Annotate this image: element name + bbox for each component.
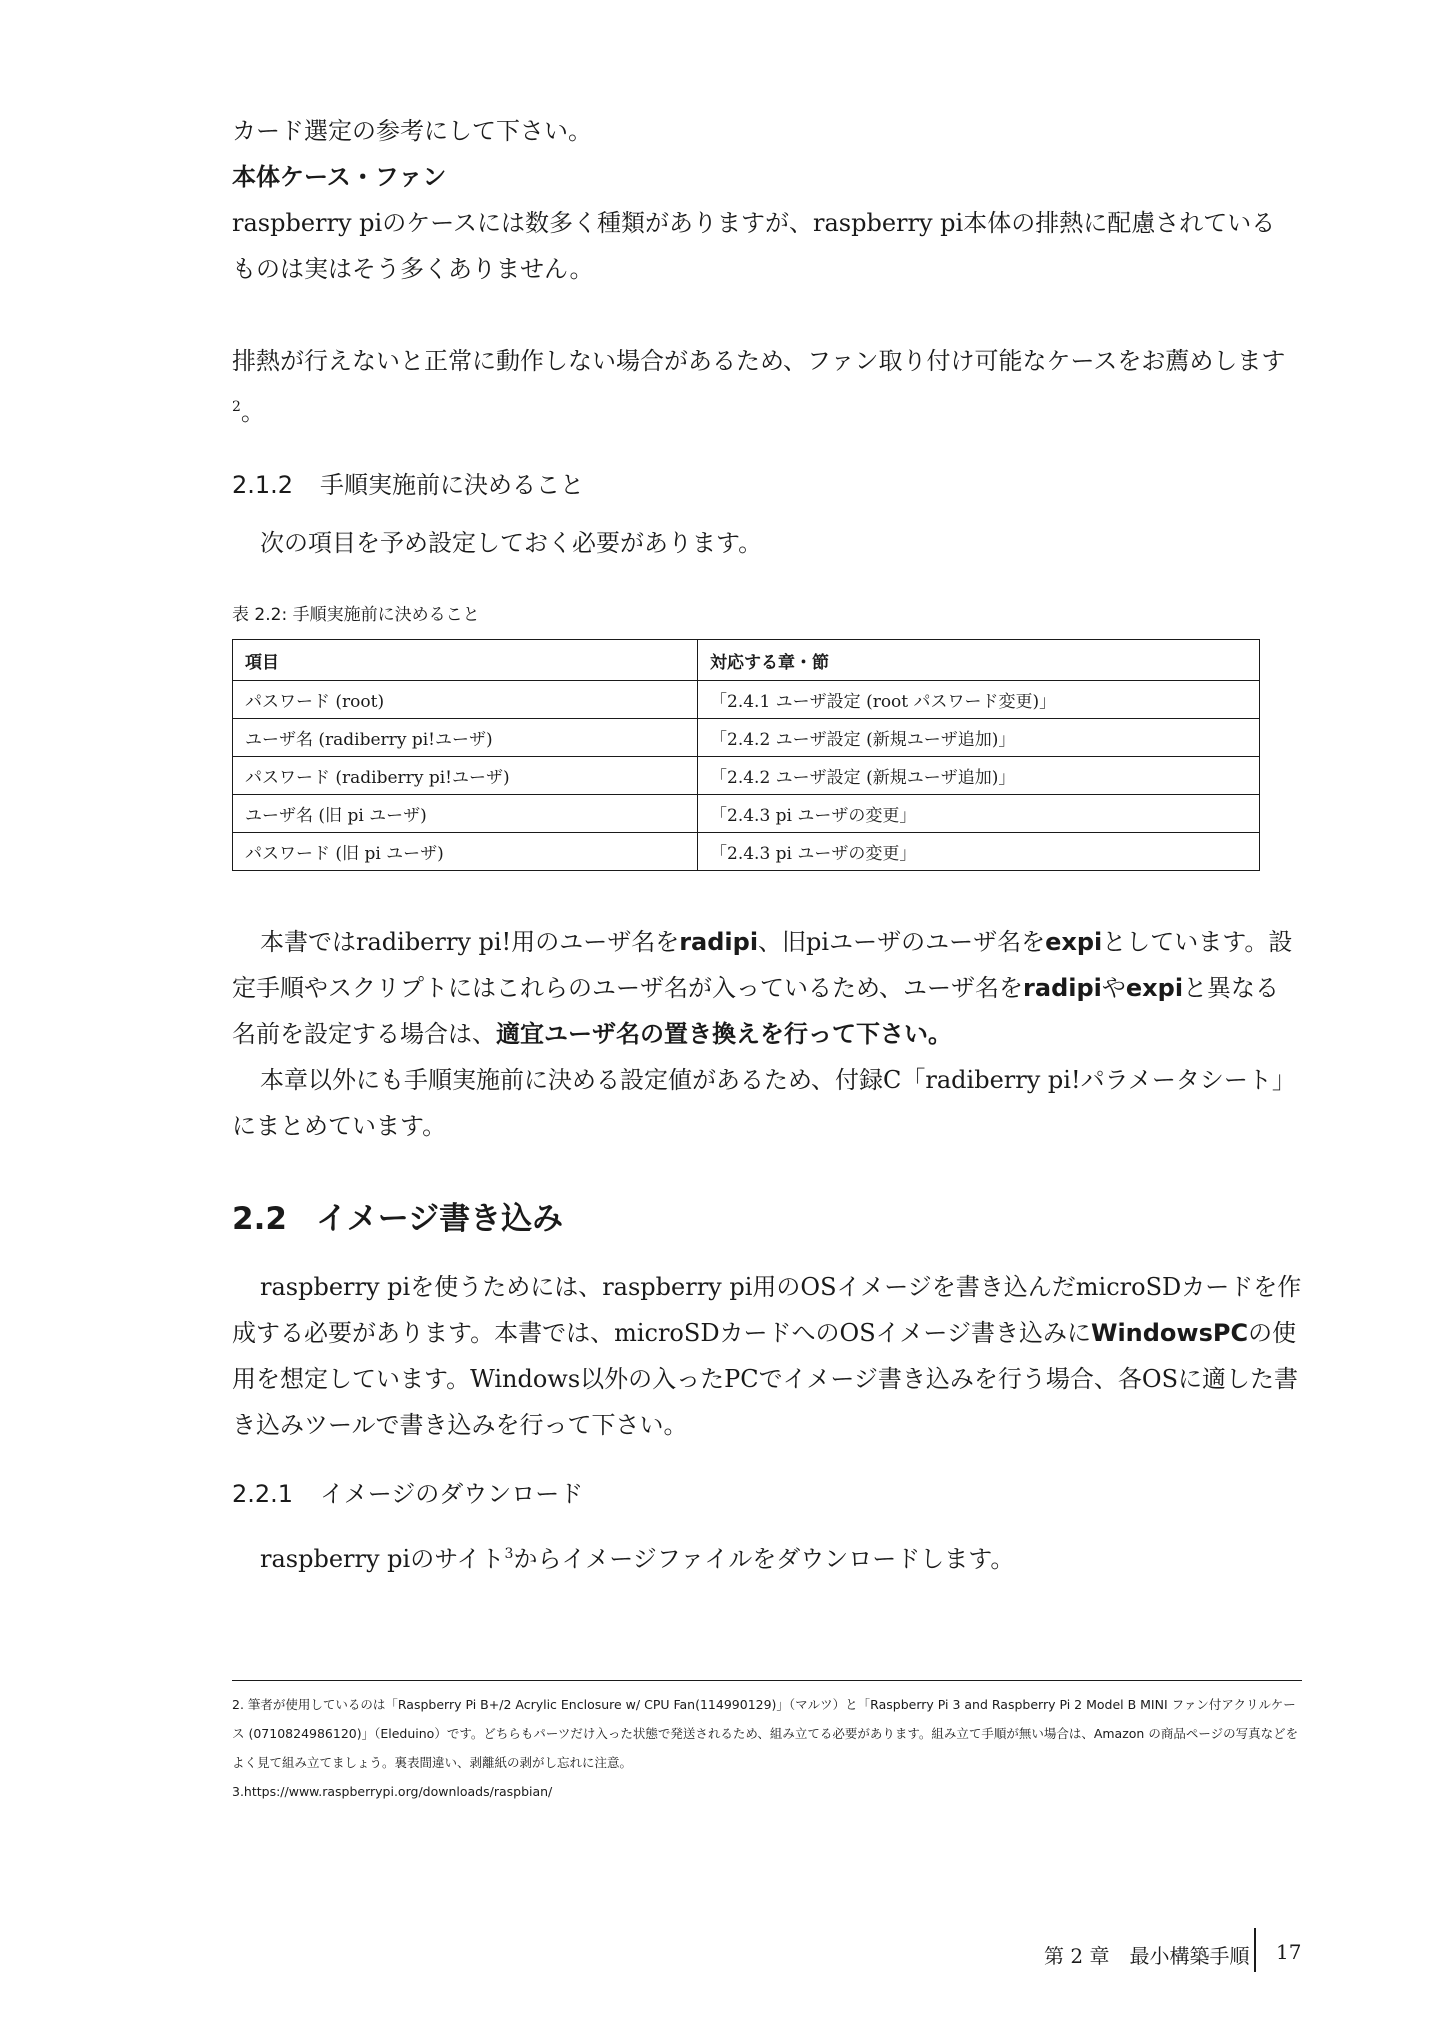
table-cell: ユーザ名 (radiberry pi!ユーザ) <box>233 719 698 757</box>
table-row <box>233 833 1260 871</box>
section-2-2-1-body <box>232 1531 1302 1582</box>
table-cell: 「2.4.2 ユーザ設定 (新規ユーザ追加)」 <box>698 719 1260 757</box>
table-caption: 表 2.2: 手順実施前に決めること <box>232 605 480 625</box>
section-2-2-1-text: からイメージファイルをダウンロードします。 <box>513 1545 1015 1573</box>
table-cell: パスワード (root) <box>233 681 698 719</box>
username-expi: expi <box>1045 928 1103 956</box>
section-2-2-body <box>232 1264 1302 1448</box>
windowspc-term: WindowsPC <box>1090 1319 1249 1347</box>
page-number: 17 <box>1276 1940 1302 1964</box>
section-2-1-2-heading <box>232 465 1302 500</box>
section-title: 手順実施前に決めること <box>320 471 584 499</box>
table-header-row <box>233 640 1260 681</box>
footnote-3[interactable]: 3.https://www.raspberrypi.org/downloads/raspbian/ <box>232 1784 553 1799</box>
naming-text: 、旧piユーザのユーザ名を <box>758 928 1046 956</box>
intro-line: カード選定の参考にして下さい。 <box>232 117 592 145</box>
naming-paragraph <box>232 919 1302 1057</box>
case-fan-heading: 本体ケース・ファン <box>232 163 447 191</box>
table-row <box>233 719 1260 757</box>
table-row <box>233 757 1260 795</box>
section-number: 2.1.2 <box>232 471 294 499</box>
username-radipi: radipi <box>1023 974 1102 1002</box>
case-fan-paragraph-2-end: 。 <box>240 398 265 426</box>
table-header-item: 項目 <box>233 640 698 681</box>
naming-text: 本書ではradiberry pi!用のユーザ名を <box>260 928 680 956</box>
table-row <box>233 795 1260 833</box>
username-radipi: radipi <box>679 928 759 956</box>
naming-text: としています。設定手順やスクリプトにはこれらのユーザ名が入っているため、ユーザ名を <box>232 928 1293 1002</box>
appendix-paragraph: 本章以外にも手順実施前に決める設定値があるため、付録C「radiberry pi!パラメータシート」にまとめています。 <box>232 1066 1296 1140</box>
footnote-ref-2[interactable]: 2 <box>232 399 241 415</box>
case-fan-paragraph-1: raspberry piのケースには数多く種類がありますが、raspberry pi本体の排熱に配慮されている ものは実はそう多くありません。 <box>232 209 1276 283</box>
section-number: 2.2 <box>232 1201 287 1237</box>
table-cell: ユーザ名 (旧 pi ユーザ) <box>233 795 698 833</box>
footnote-divider <box>232 1680 1302 1681</box>
running-footer-chapter: 第 2 章 最小構築手順 <box>1044 1944 1250 1968</box>
section-2-2-heading <box>232 1193 1302 1238</box>
section-title: イメージ書き込み <box>316 1201 564 1237</box>
footnote-ref-3[interactable]: 3 <box>504 1546 514 1562</box>
section-2-2-text: raspberry piを使うためには、raspberry pi用のOSイメージを書き込んだmicroSDカードを作成する必要があります。本書では、microSDカードへのOSイメージ書き込みに <box>232 1273 1302 1347</box>
username-expi: expi <box>1125 974 1184 1002</box>
table-cell: 「2.4.3 pi ユーザの変更」 <box>698 833 1260 871</box>
table-cell: 「2.4.3 pi ユーザの変更」 <box>698 795 1260 833</box>
table-cell: パスワード (旧 pi ユーザ) <box>233 833 698 871</box>
section-title: イメージのダウンロード <box>320 1480 584 1508</box>
decision-table <box>232 639 1260 871</box>
naming-text: や <box>1101 974 1126 1002</box>
table-row <box>233 681 1260 719</box>
table-cell: 「2.4.2 ユーザ設定 (新規ユーザ追加)」 <box>698 757 1260 795</box>
page-body <box>232 108 1302 1582</box>
section-2-2-text: の使用を想定しています。Windows以外の入ったPCでイメージ書き込みを行う場合、各OSに適した書き込みツールで書き込みを行って下さい。 <box>232 1319 1299 1439</box>
naming-text: と異なる名前を設定する場合は、 <box>232 974 1280 1048</box>
footer-divider <box>1254 1928 1256 1972</box>
table-cell: 「2.4.1 ユーザ設定 (root パスワード変更)」 <box>698 681 1260 719</box>
section-number: 2.2.1 <box>232 1480 294 1508</box>
footnotes <box>232 1690 1307 1806</box>
section-2-1-2-body: 次の項目を予め設定しておく必要があります。 <box>260 529 763 557</box>
case-fan-paragraph-2 <box>232 338 1302 435</box>
emphasis-text: 適宜ユーザ名の置き換えを行って下さい。 <box>496 1020 952 1048</box>
table-header-section: 対応する章・節 <box>698 640 1260 681</box>
footnote-2: 2. 筆者が使用しているのは「Raspberry Pi B+/2 Acrylic Enclosure w/ CPU Fan(114990129)」（マルツ）と「Raspberry Pi 3 and Raspberry Pi 2 Model B MINI ファン付アクリルケース (0710824986120)」（Eleduino）です。どちらもパーツだけ入った状態で発送されるため、組み立てる必要があります。組み立て手順が無い場合は、Amazon の商品ページの写真などをよく見て組み立てましょう。裏表間違い、剥離紙の剥がし忘れに注意。 <box>232 1697 1299 1770</box>
table-cell: パスワード (radiberry pi!ユーザ) <box>233 757 698 795</box>
section-2-2-1-text: raspberry piのサイト <box>260 1545 505 1573</box>
section-2-2-1-heading <box>232 1474 1302 1509</box>
case-fan-paragraph-2-text: 排熱が行えないと正常に動作しない場合があるため、ファン取り付け可能なケースをお薦めします <box>232 347 1286 375</box>
